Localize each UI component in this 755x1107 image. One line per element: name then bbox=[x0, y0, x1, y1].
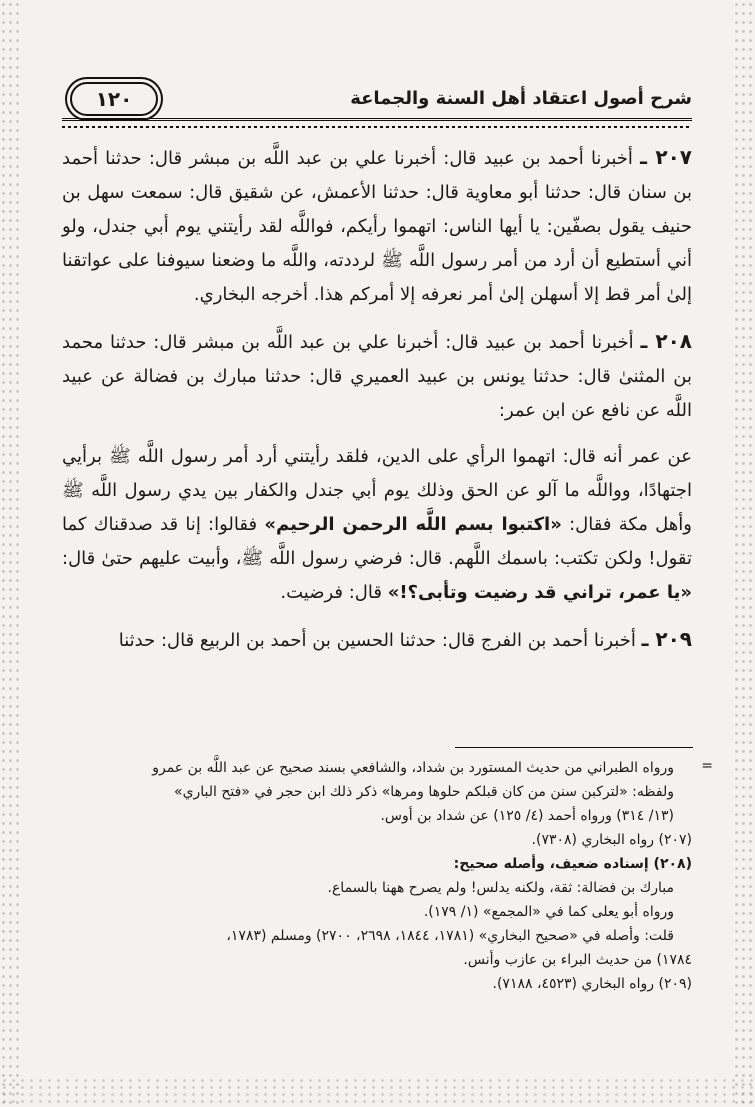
paragraph-text: قال: فرضيت. bbox=[280, 582, 382, 603]
quote-basmala: «اكتبوا بسم اللَّه الرحمن الرحيم» bbox=[264, 514, 562, 535]
footnote-207: (٢٠٧) رواه البخاري (٧٣٠٨). bbox=[531, 832, 692, 848]
footnote-line: ١٧٨٤) من حديث البراء بن عازب وأنس. bbox=[463, 952, 692, 968]
item-number: ٢٠٩ ـ bbox=[641, 627, 692, 651]
header-title: شرح أصول اعتقاد أهل السنة والجماعة bbox=[350, 88, 692, 109]
paragraph-208 bbox=[62, 324, 692, 428]
footnote-continuation-mark: = bbox=[701, 758, 713, 774]
paragraph-text: عن عمر أنه قال: اتهموا الرأي على الدين، فلقد رأيتني أرد أمر رسول اللَّه ﷺ برأيي اجتهادًا، وواللَّه ما آلو عن الحق وذلك يوم أبي جندل والكفار بين يدي رسول اللَّه ﷺ وأهل مكة فقال: bbox=[62, 446, 692, 535]
footnotes bbox=[62, 756, 692, 996]
paragraph-text: أخبرنا أحمد بن عبيد قال: أخبرنا علي بن عبد اللَّه بن مبشر قال: حدثنا محمد بن المثنىٰ قال: حدثنا يونس بن عبيد العميري قال: حدثنا مبارك بن فضالة عن عبيد اللَّه عن نافع عن ابن عمر: bbox=[62, 332, 692, 421]
item-number: ٢٠٨ ـ bbox=[640, 329, 692, 353]
paragraph-text: فقالوا: إنا قد صدقناك كما تقول! ولكن تكتب: باسمك اللَّهم. قال: فرضي رسول اللَّه ﷺ، وأبيت عليهم حتىٰ قال: bbox=[62, 514, 692, 569]
footnote-line: ولفظه: «لتركبن سنن من كان قبلكم حلوها ومرها» ذكر ذلك ابن حجر في «فتح الباري» bbox=[174, 784, 674, 800]
paragraph-207 bbox=[62, 140, 692, 312]
footnote-line: ورواه أبو يعلى كما في «المجمع» (١/ ١٧٩). bbox=[423, 904, 674, 920]
main-text bbox=[62, 140, 692, 670]
footnote-209: (٢٠٩) رواه البخاري (٤٥٢٣، ٧١٨٨). bbox=[492, 976, 692, 992]
footnote-line: قلت: وأصله في «صحيح البخاري» (١٧٨١، ١٨٤٤، ٢٦٩٨، ٢٧٠٠) ومسلم (١٧٨٣، bbox=[226, 928, 674, 944]
header-divider bbox=[62, 118, 692, 128]
paragraph-text: أخبرنا أحمد بن عبيد قال: أخبرنا علي بن عبد اللَّه بن مبشر قال: حدثنا أحمد بن سنان قال: حدثنا أبو معاوية قال: حدثنا الأعمش، عن شقيق قال: سمعت سهل بن حنيف يقول بصفّين: يا أيها الناس: اتهموا رأيكم، فواللَّه لقد رأيتني يوم أبي جندل، ولو أني أستطيع أن أرد من أمر رسول اللَّه ﷺ لرددته، واللَّه ما وضعنا سيوفنا على عواتقنا إلىٰ أمر قط إلا أسهلن إلىٰ أمر نعرفه إلا أمركم هذا. أخرجه البخاري. bbox=[62, 148, 692, 305]
footnote-line: ورواه الطبراني من حديث المستورد بن شداد، والشافعي بسند صحيح عن عبد اللَّه بن عمرو bbox=[152, 760, 674, 776]
quote-umar: «يا عمر، تراني قد رضيت وتأبى؟!» bbox=[387, 582, 692, 603]
item-number: ٢٠٧ ـ bbox=[640, 145, 692, 169]
footnote-line: مبارك بن فضالة: ثقة، ولكنه يدلس! ولم يصرح ههنا بالسماع. bbox=[327, 880, 674, 896]
footnote-divider bbox=[455, 747, 693, 748]
footnote-208-heading: (٢٠٨) إسناده ضعيف، وأصله صحيح: bbox=[453, 856, 692, 872]
paragraph-208-matn bbox=[62, 440, 692, 610]
paragraph-text: أخبرنا أحمد بن الفرج قال: حدثنا الحسين بن أحمد بن الربيع قال: حدثنا bbox=[118, 630, 636, 651]
page-edge-bottom bbox=[0, 1077, 755, 1107]
page-number: ١٢٠ bbox=[70, 82, 158, 116]
footnote-line: (١٣/ ٣١٤) ورواه أحمد (٤/ ١٢٥) عن شداد بن أوس. bbox=[380, 808, 674, 824]
page-edge-right bbox=[733, 0, 755, 1107]
paragraph-209 bbox=[62, 622, 692, 658]
page-edge-left bbox=[0, 0, 22, 1107]
running-header bbox=[62, 80, 692, 124]
